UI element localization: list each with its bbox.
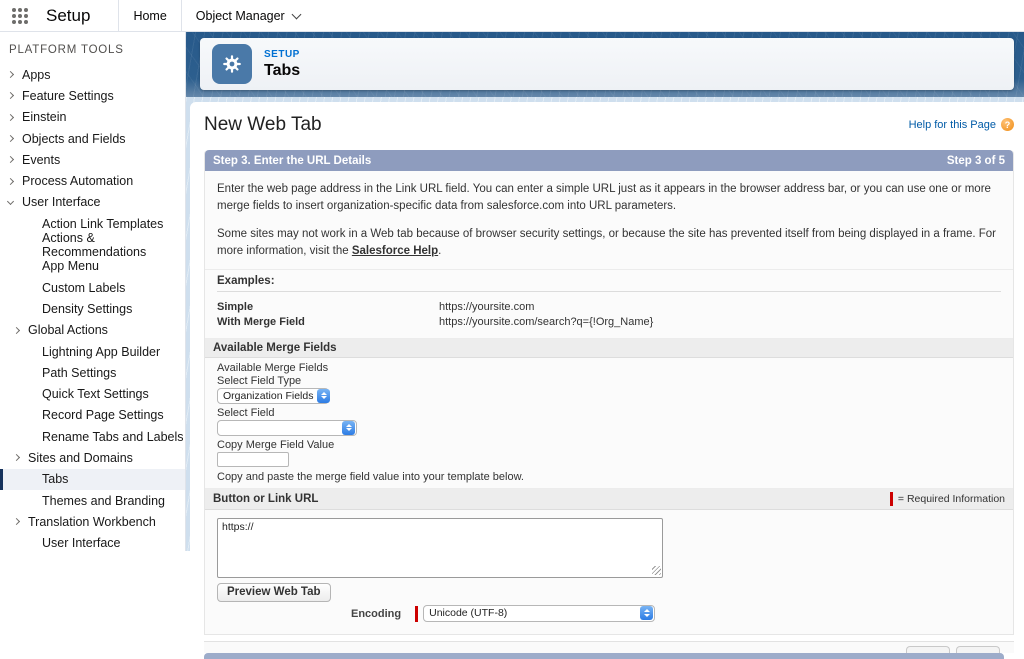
sidebar-item-tabs[interactable] (0, 469, 185, 490)
chevron-down-icon (291, 9, 301, 19)
sidebar-item-objects-and-fields[interactable] (0, 128, 185, 149)
copy-merge-field-input[interactable] (217, 452, 289, 467)
chevron-right-icon (13, 518, 20, 525)
chevron-right-icon (13, 454, 20, 461)
sidebar-item-label: Action Link Templates (42, 216, 164, 231)
sidebar-item-global-actions[interactable] (0, 320, 185, 341)
chevron-right-icon (7, 135, 14, 142)
sidebar-item-einstein[interactable] (0, 107, 185, 128)
sidebar-item-label: Sites and Domains (28, 450, 133, 465)
sidebar-item-label: User Interface (42, 536, 121, 551)
select-stepper-icon (317, 389, 330, 403)
sidebar-item-label: Feature Settings (22, 88, 114, 103)
select-stepper-icon (640, 606, 653, 620)
platform-tools-sidebar (0, 32, 186, 551)
merge-field-hint: Copy and paste the merge field value into your template below. (217, 470, 524, 483)
sidebar-item-label: Quick Text Settings (42, 387, 149, 402)
tab-home[interactable] (118, 0, 181, 31)
section-title: Available Merge Fields (213, 341, 337, 354)
chevron-right-icon (7, 178, 14, 185)
sidebar-item-record-page-settings[interactable] (0, 405, 185, 426)
sidebar-item-label: App Menu (42, 259, 99, 274)
chevron-right-icon (7, 92, 14, 99)
setup-app-title: Setup (46, 5, 91, 25)
setup-header-card (200, 38, 1014, 90)
sidebar-item-label: Themes and Branding (42, 493, 165, 508)
merge-fields-subtitle: Available Merge Fields (217, 361, 329, 374)
example-row (217, 300, 1001, 315)
help-link-label: Help for this Page (908, 118, 996, 131)
content-card (190, 102, 1024, 620)
app-launcher-button[interactable] (0, 0, 40, 31)
instructions-text: . (438, 244, 442, 257)
sidebar-item-user-interface-page[interactable] (0, 533, 185, 554)
sidebar-item-label: Events (22, 152, 61, 167)
url-section-body (205, 510, 1013, 634)
examples-header: Examples: (217, 275, 1001, 292)
help-for-this-page-link[interactable] (909, 112, 1014, 131)
tab-home-label: Home (133, 8, 167, 23)
sidebar-item-label: Rename Tabs and Labels (42, 429, 184, 444)
instructions-paragraph-1: Enter the web page address in the Link URL field. You can enter a simple URL just as it appears in the browser address bar, or you can use one or more merge fields to insert organization-specific data from salesforce.com into URL parameters. (217, 183, 991, 213)
instructions-text: Some sites may not work in a Web tab because of browser security settings, or because the site has prevented itself from being displayed in a frame. For more information, visit the (217, 227, 996, 257)
footer-button-previous[interactable] (906, 646, 950, 653)
sidebar-item-label: Record Page Settings (42, 408, 164, 423)
sidebar-item-label: Custom Labels (42, 280, 126, 295)
example-label: With Merge Field (217, 315, 305, 328)
sidebar-item-actions-recommendations[interactable] (0, 231, 185, 260)
sidebar-item-label: Global Actions (28, 323, 108, 338)
required-bar-icon (890, 492, 893, 506)
step-header-bar (205, 150, 1013, 171)
sidebar-item-themes-and-branding[interactable] (0, 490, 185, 511)
preview-web-tab-button[interactable]: Preview Web Tab (217, 583, 331, 602)
sidebar-item-translation-workbench[interactable] (0, 511, 185, 532)
encoding-value: Unicode (UTF-8) (429, 607, 508, 620)
example-value: https://yoursite.com (439, 301, 535, 313)
gear-icon (212, 44, 252, 84)
step-progress: Step 3 of 5 (946, 154, 1005, 167)
sidebar-item-label: Translation Workbench (28, 514, 156, 529)
field-type-label: Select Field Type (217, 374, 302, 387)
sidebar-item-label: Einstein (22, 110, 67, 125)
sidebar-item-density-settings[interactable] (0, 298, 185, 319)
available-merge-fields-body (205, 358, 1013, 489)
wizard-title: New Web Tab (204, 114, 322, 135)
chevron-right-icon (7, 114, 14, 121)
content-background (186, 97, 1024, 620)
sidebar-item-path-settings[interactable] (0, 362, 185, 383)
sidebar-item-label: Tabs (42, 472, 69, 487)
salesforce-help-link[interactable]: Salesforce Help (351, 244, 439, 257)
footer-button-next[interactable] (956, 646, 1000, 653)
url-textarea[interactable] (217, 518, 663, 578)
example-row (217, 315, 1001, 330)
wizard-footer (204, 641, 1014, 653)
examples-section (205, 270, 1013, 339)
tab-object-manager[interactable] (182, 0, 314, 31)
button-or-link-url-header (205, 489, 1013, 510)
bottom-step-bar (204, 653, 1004, 659)
tab-object-manager-label: Object Manager (195, 8, 285, 23)
sidebar-item-quick-text-settings[interactable] (0, 383, 185, 404)
sidebar-item-label: Density Settings (42, 301, 133, 316)
copy-merge-field-label: Copy Merge Field Value (217, 438, 335, 451)
chevron-right-icon (7, 156, 14, 163)
select-field-select[interactable] (217, 420, 357, 436)
sidebar-item-custom-labels[interactable] (0, 277, 185, 298)
waffle-icon (12, 8, 28, 24)
encoding-select[interactable] (423, 605, 655, 622)
encoding-label: Encoding (351, 607, 402, 620)
sidebar-item-label: Objects and Fields (22, 131, 126, 146)
select-field-label: Select Field (217, 406, 275, 419)
sidebar-header: PLATFORM TOOLS (9, 44, 124, 56)
step-box (204, 150, 1014, 635)
sidebar-item-process-automation[interactable] (0, 170, 185, 191)
sidebar-item-user-interface[interactable] (0, 192, 185, 213)
sidebar-item-apps[interactable] (0, 64, 185, 85)
sidebar-item-label: Process Automation (22, 174, 134, 189)
required-bar-icon (415, 606, 418, 622)
sidebar-item-label: Lightning App Builder (42, 344, 161, 359)
chevron-right-icon (13, 327, 20, 334)
section-title: Button or Link URL (213, 492, 319, 505)
sidebar-item-rename-tabs-and-labels[interactable] (0, 426, 185, 447)
sidebar-item-label: User Interface (22, 195, 101, 210)
sidebar-item-sites-and-domains[interactable] (0, 447, 185, 468)
field-type-select[interactable] (217, 388, 329, 404)
chevron-down-icon (7, 198, 14, 205)
select-stepper-icon (342, 421, 355, 435)
required-legend-text: = Required Information (897, 492, 1005, 505)
sidebar-item-app-menu[interactable] (0, 256, 185, 277)
step-title: Step 3. Enter the URL Details (213, 154, 372, 167)
sidebar-item-lightning-app-builder[interactable] (0, 341, 185, 362)
setup-header-band (186, 32, 1024, 97)
help-question-icon: ? (1001, 118, 1014, 131)
page-title: Tabs (264, 61, 301, 79)
sidebar-item-label: Path Settings (42, 365, 117, 380)
required-info-legend (890, 492, 1005, 506)
sidebar-item-label: Actions & Recommendations (42, 231, 147, 260)
global-nav-bar (0, 0, 1024, 32)
field-type-value: Organization Fields (223, 389, 314, 402)
instructions-paragraph-2 (217, 226, 1001, 261)
encoding-row (351, 604, 1001, 624)
setup-eyebrow: SETUP (264, 48, 300, 60)
available-merge-fields-header (205, 339, 1013, 358)
example-label: Simple (217, 301, 254, 313)
sidebar-item-events[interactable] (0, 149, 185, 170)
sidebar-item-label: Apps (22, 67, 51, 82)
example-value: https://yoursite.com/search?q={!Org_Name} (439, 315, 654, 328)
chevron-right-icon (7, 71, 14, 78)
sidebar-item-feature-settings[interactable] (0, 85, 185, 106)
step-instructions (205, 171, 1013, 270)
